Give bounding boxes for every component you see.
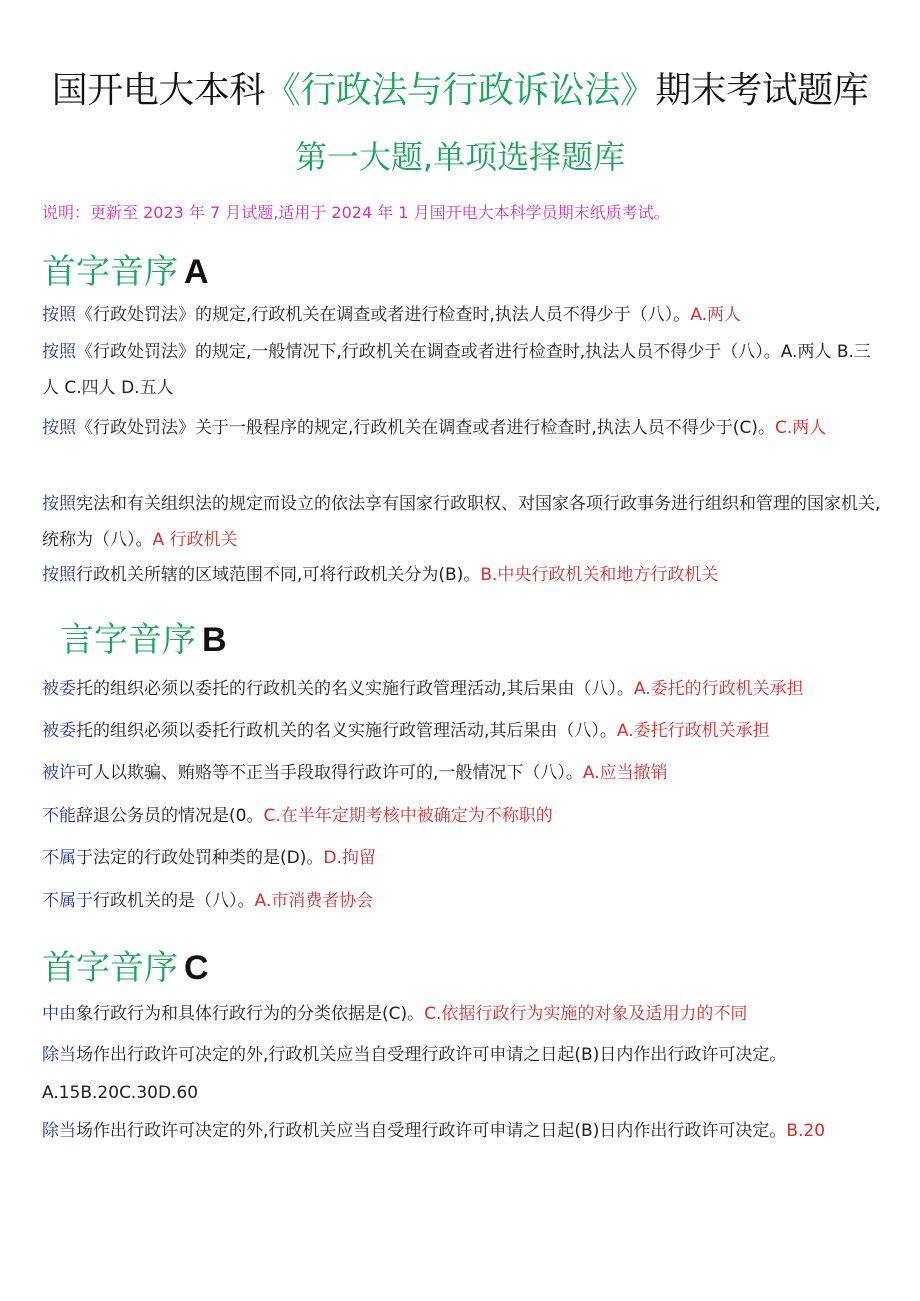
title-suffix: 期末考试题库	[655, 70, 869, 111]
question-text: 行政机关所辖的区域范围不同,可将行政机关分为(B)。	[76, 565, 481, 585]
question-keyword: 按照	[42, 565, 76, 585]
description-note: 说明：更新至 2023 年 7 月试题,适用于 2024 年 1 月国开电大本科学员期末纸质考试。	[42, 203, 670, 222]
question-keyword: 不属于	[42, 891, 93, 911]
question-item	[42, 486, 882, 558]
question-keyword: 不能	[42, 806, 76, 826]
question-text: 托的组织必须以委托行政机关的名义实施行政管理活动,其后果由（八）。	[76, 721, 617, 741]
question-item	[42, 557, 882, 593]
question-keyword: 不属	[42, 848, 76, 868]
question-answer: B.中央行政机关和地方行政机关	[480, 565, 719, 585]
question-answer: B.20	[786, 1121, 826, 1141]
question-answer: A 行政机关	[152, 530, 238, 550]
question-answer: C.依据行政行为实施的对象及适用力的不同	[424, 1004, 748, 1024]
section-letter: C	[184, 949, 209, 987]
question-answer: D.拘留	[323, 848, 376, 868]
question-text: 象行政行为和具体行政行为的分类依据是(C)。	[76, 1004, 425, 1024]
section-letter: B	[202, 621, 227, 659]
question-keyword: 中由	[42, 1004, 76, 1024]
question-keyword: 按照	[42, 494, 76, 514]
question-text: 《行政处罚法》的规定,行政机关在调查或者进行检查时,执法人员不得少于（八）。	[76, 305, 691, 325]
question-keyword: 被委	[42, 679, 76, 699]
question-text: A.15B.20C.30D.60	[42, 1083, 199, 1103]
question-item	[42, 755, 882, 791]
question-text: 《行政处罚法》关于一般程序的规定,行政机关在调查或者进行检查时,执法人员不得少于(C)。	[76, 418, 775, 438]
question-text: 场作出行政许可决定的外,行政机关应当自受理行政许可申请之日起(B)日内作出行政许可决定。	[76, 1121, 787, 1141]
question-text: 托的组织必须以委托的行政机关的名义实施行政管理活动,其后果由（八）。	[76, 679, 634, 699]
question-answer: C.两人	[774, 418, 827, 438]
question-keyword: 被委	[42, 721, 76, 741]
question-text: 辞退公务员的情况是(0。	[76, 806, 264, 826]
question-item	[42, 713, 882, 749]
section-subtitle: 第一大题,单项选择题库	[294, 138, 626, 176]
question-item	[42, 297, 882, 333]
question-answer: C.在半年定期考核中被确定为不称职的	[263, 806, 553, 826]
question-text: 场作出行政许可决定的外,行政机关应当自受理行政许可申请之日起(B)日内作出行政许可决定。	[76, 1045, 787, 1065]
section-heading-b	[60, 612, 227, 661]
question-answer: A.市消费者协会	[254, 891, 374, 911]
question-keyword: 除当	[42, 1045, 76, 1065]
question-answer: A.两人	[690, 305, 742, 325]
question-item	[42, 1113, 882, 1149]
page-title	[0, 62, 920, 113]
question-item	[42, 410, 882, 446]
question-keyword: 除当	[42, 1121, 76, 1141]
question-text: 可人以欺骗、贿赂等不正当手段取得行政许可的,一般情况下（八）。	[76, 763, 583, 783]
course-name: 《行政法与行政诉讼法》	[264, 70, 656, 111]
question-item	[42, 996, 882, 1032]
section-label: 言字音序	[60, 620, 196, 660]
question-answer: A.应当撤销	[582, 763, 668, 783]
section-heading-a	[42, 244, 209, 293]
question-options	[42, 1075, 882, 1111]
question-item	[42, 334, 882, 406]
question-item	[42, 883, 882, 919]
title-prefix: 国开电大本科	[51, 70, 265, 111]
question-text: 宪法和有关组织法的规定而设立的依法享有国家行政职权、对国家各项行政事务进行组织和管理的国家机关,统称为（八）。	[42, 494, 881, 550]
question-text: 行政机关的是（八）。	[93, 891, 255, 911]
question-item	[42, 1037, 882, 1073]
question-text: 《行政处罚法》的规定,一般情况下,行政机关在调查或者进行检查时,执法人员不得少于（八）。A.两人 B.三人 C.四人 D.五人	[42, 342, 871, 398]
question-text: 于法定的行政处罚种类的是(D)。	[76, 848, 324, 868]
question-answer: A.委托行政机关承担	[616, 721, 770, 741]
section-heading-c	[42, 940, 209, 989]
question-keyword: 被许	[42, 763, 76, 783]
question-keyword: 按照	[42, 418, 76, 438]
question-keyword: 按照	[42, 305, 76, 325]
question-keyword: 按照	[42, 342, 76, 362]
question-answer: A.委托的行政机关承担	[633, 679, 804, 699]
section-label: 首字音序	[42, 948, 178, 988]
section-label: 首字音序	[42, 252, 178, 292]
question-item	[42, 671, 882, 707]
question-item	[42, 840, 882, 876]
section-letter: A	[184, 253, 209, 291]
question-item	[42, 798, 882, 834]
